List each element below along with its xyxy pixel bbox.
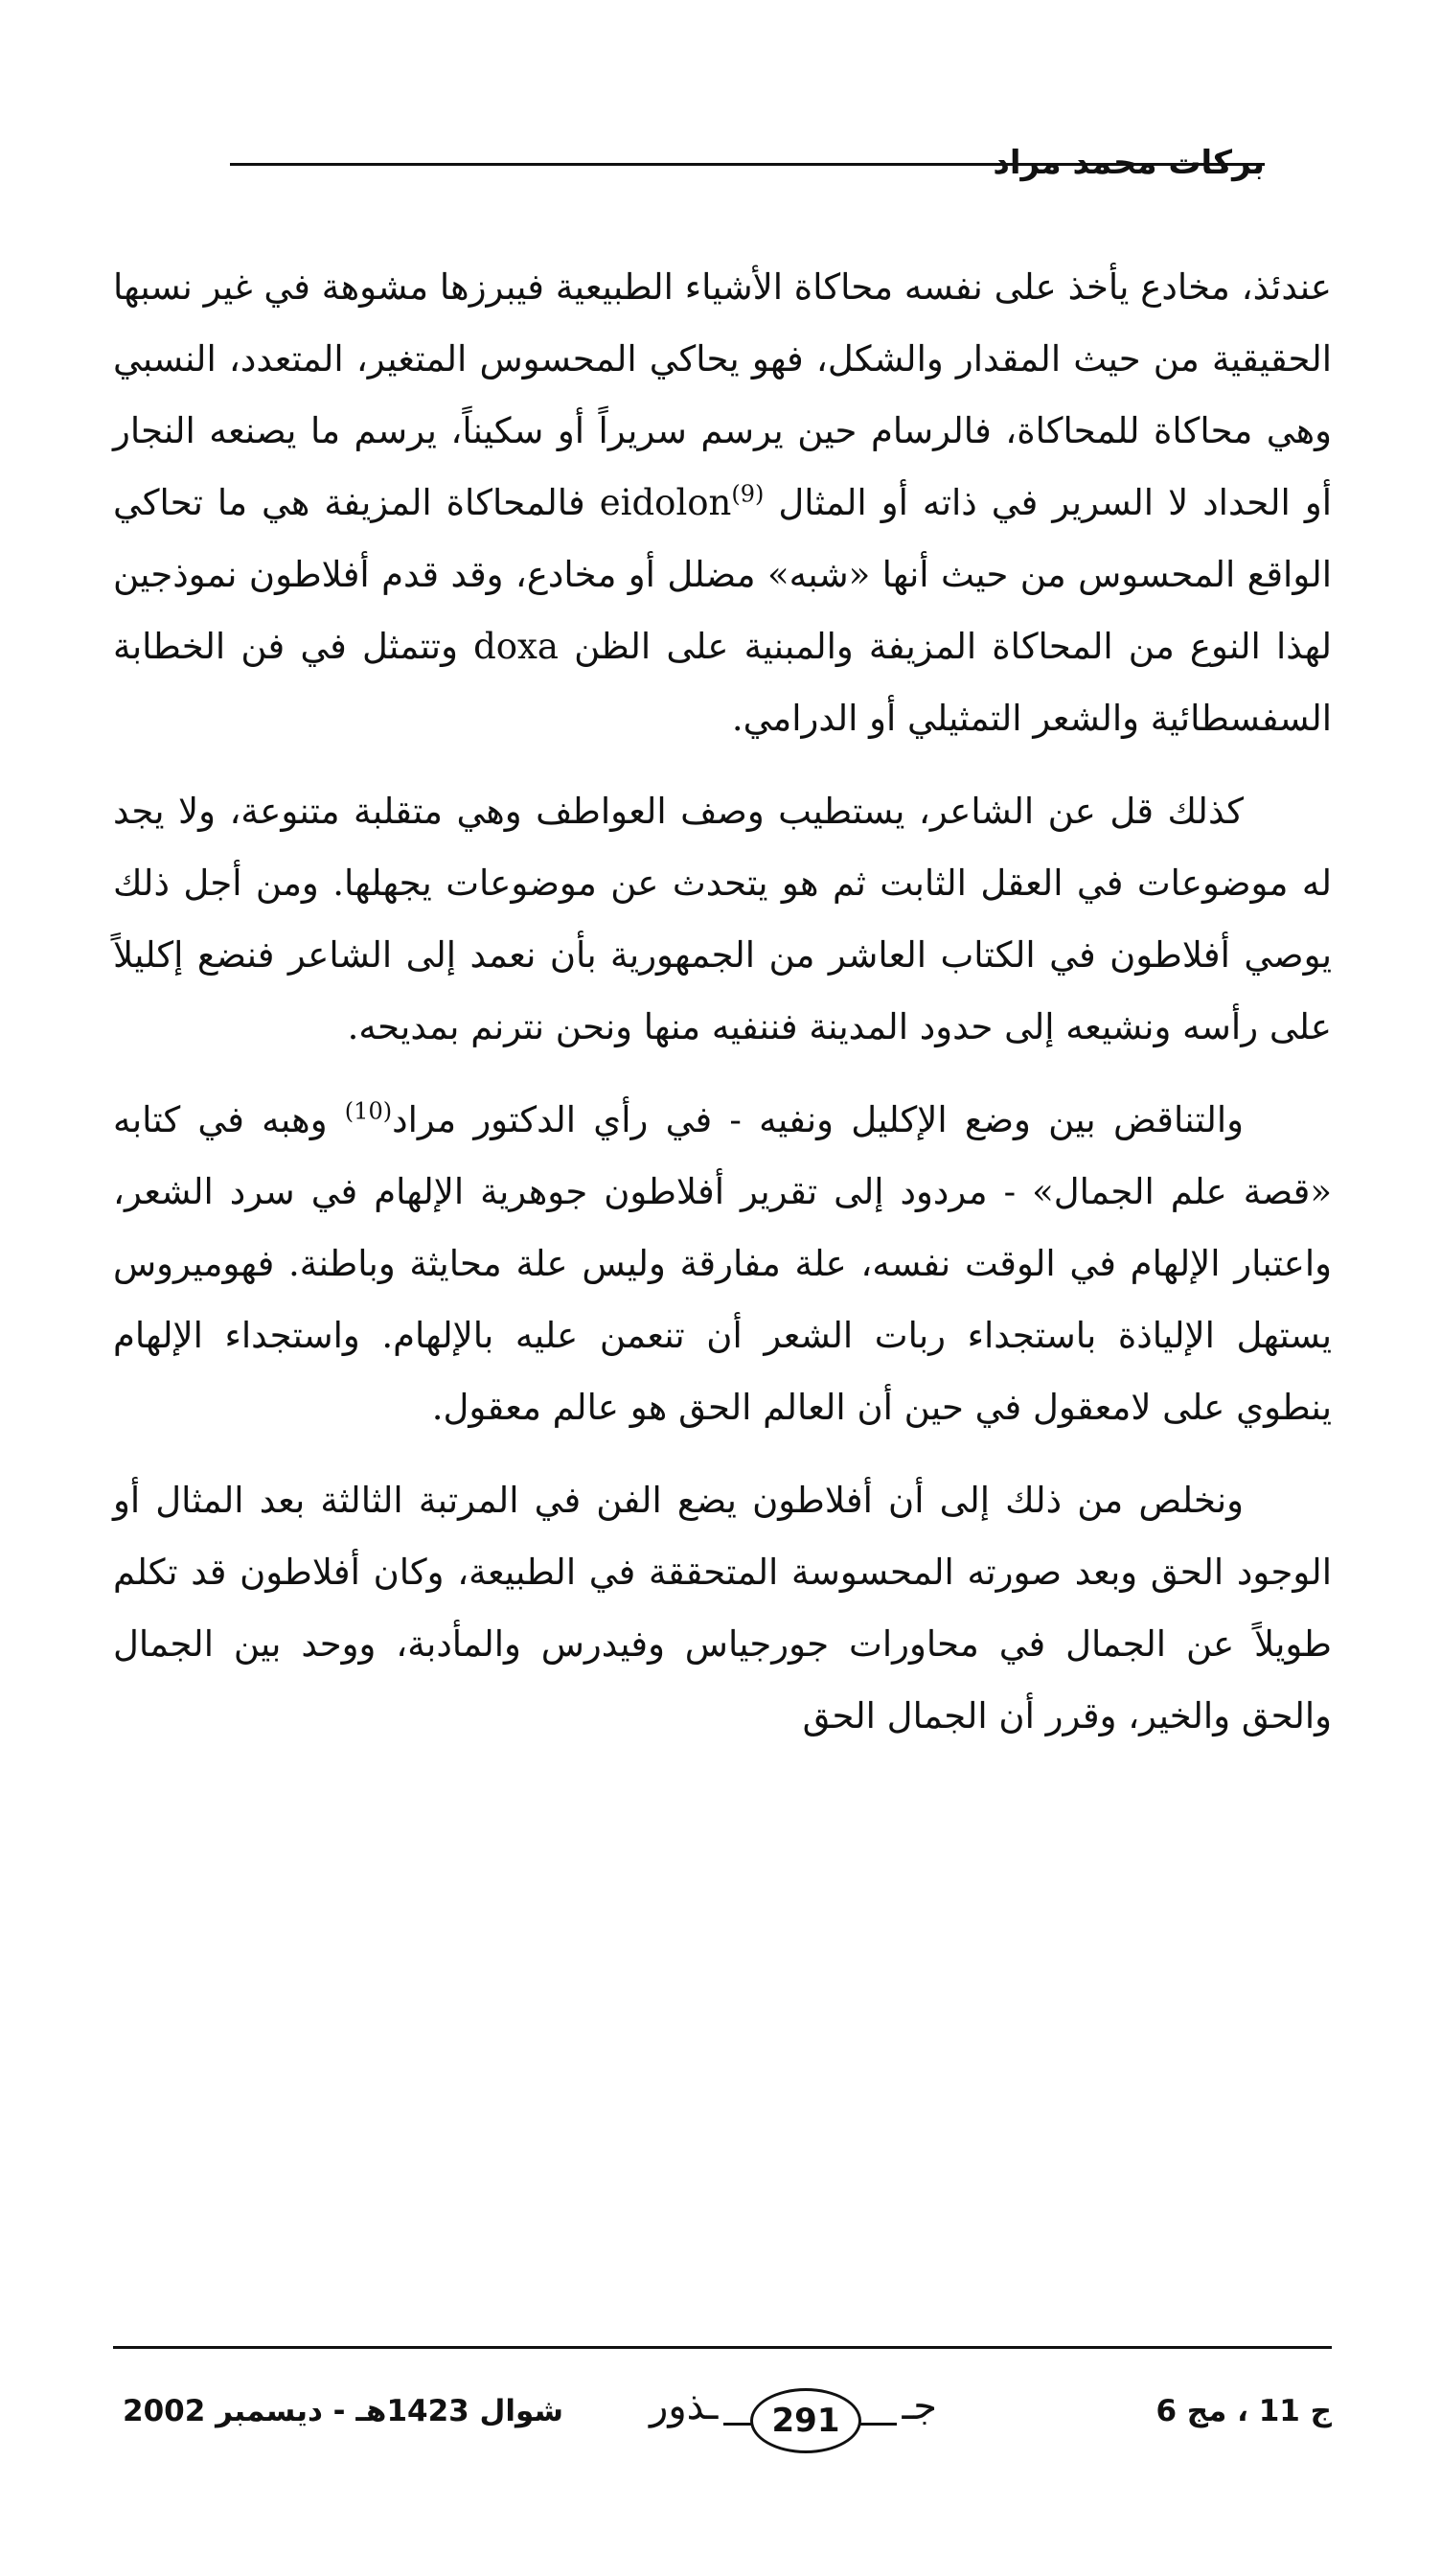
text-run: والتناقض بين وضع الإكليل ونفيه - في رأي الدكتور مراد: [392, 1099, 1244, 1140]
journal-name-end: ـذور: [650, 2384, 723, 2428]
page-footer: [113, 2346, 1332, 2461]
text-line: في ذاته أو المثال eidolon: [599, 482, 1039, 523]
text-line: فالمحاكاة المزيفة هي ما تحاكي الواقع: [113, 482, 1332, 595]
journal-logo: [650, 2384, 937, 2451]
issue-date: شوال 1423هـ - ديسمبر 2002: [123, 2394, 563, 2428]
article-body: [113, 251, 1332, 1773]
header-author: بركات محمد مراد: [993, 144, 1265, 182]
text-line: المحسوس من حيث أنها «شبه» مضلل أو مخادع، وقد قدم أفلاطون: [248, 554, 1236, 595]
paragraph-3: [113, 1084, 1332, 1443]
text-line: نموذجين لهذا النوع من المحاكاة المزيفة والمبنية على الظن doxa وتتمثل: [113, 554, 1333, 667]
text-run: وهبه في كتابه «قصة علم الجمال» - مردود إلى تقرير أفلاطون جوهرية الإلهام في سرد الشعر، واعتبار الإلهام في الوقت نفسه، علة مفارقة وليس علة محايثة وباطنة. فهوميروس يستهل الإلياذة باستجداء ربات الشعر أن تنعمن عليه بالإلهام. واستجداء الإلهام ينطوي على لامعقول في حين أن العالم الحق هو عالم معقول.: [113, 1099, 1332, 1428]
text-line: مشوهة في غير نسبها الحقيقية من حيث المقدار والشكل، فهو يحاكي: [113, 266, 1332, 380]
footnote-ref-10[interactable]: (10): [344, 1097, 393, 1125]
footnote-ref-9[interactable]: (9): [731, 480, 765, 508]
paragraph-2: كذلك قل عن الشاعر، يستطيب وصف العواطف وهي متقلبة متنوعة، ولا يجد له موضوعات في العقل الثابت ثم هو يتحدث عن موضوعات يجهلها. ومن أجل ذلك يوصي أفلاطون في الكتاب العاشر من الجمهورية بأن نعمد إلى الشاعر فنضع إكليلاً على رأسه ونشيعه إلى حدود المدينة فننفيه منها ونحن نترنم بمديحه.: [113, 791, 1332, 1047]
page-number: 291: [750, 2388, 861, 2453]
text-line: المحسوس المتغير، المتعدد، النسبي وهي محاكاة للمحاكاة، فالرسام: [113, 338, 1332, 451]
running-header: [115, 134, 1265, 192]
paragraph-4: ونخلص من ذلك إلى أن أفلاطون يضع الفن في المرتبة الثالثة بعد المثال أو الوجود الحق وبعد صورته المحسوسة المتحققة في الطبيعة، وكان أفلاطون قد تكلم طويلاً عن الجمال في محاورات جورجياس وفيدرس والمأدبة، ووحد بين الجمال والحق والخير، وقرر أن الجمال الحق: [113, 1480, 1332, 1736]
text-line: في فن الخطابة السفسطائية والشعر التمثيلي أو الدرامي.: [113, 626, 1332, 739]
journal-name-start: جـ: [897, 2384, 937, 2428]
paragraph-1: [113, 251, 1332, 754]
text-line: عندئذ، مخادع يأخذ على نفسه محاكاة الأشياء الطبيعية فيبرزها: [439, 266, 1332, 308]
volume-issue: ج 11 ، مج 6: [1155, 2394, 1332, 2428]
text-line: حين يرسم سريراً أو سكيناً، يرسم ما يصنعه النجار أو الحداد لا السرير: [113, 410, 1332, 523]
footer-rule: [113, 2346, 1332, 2349]
